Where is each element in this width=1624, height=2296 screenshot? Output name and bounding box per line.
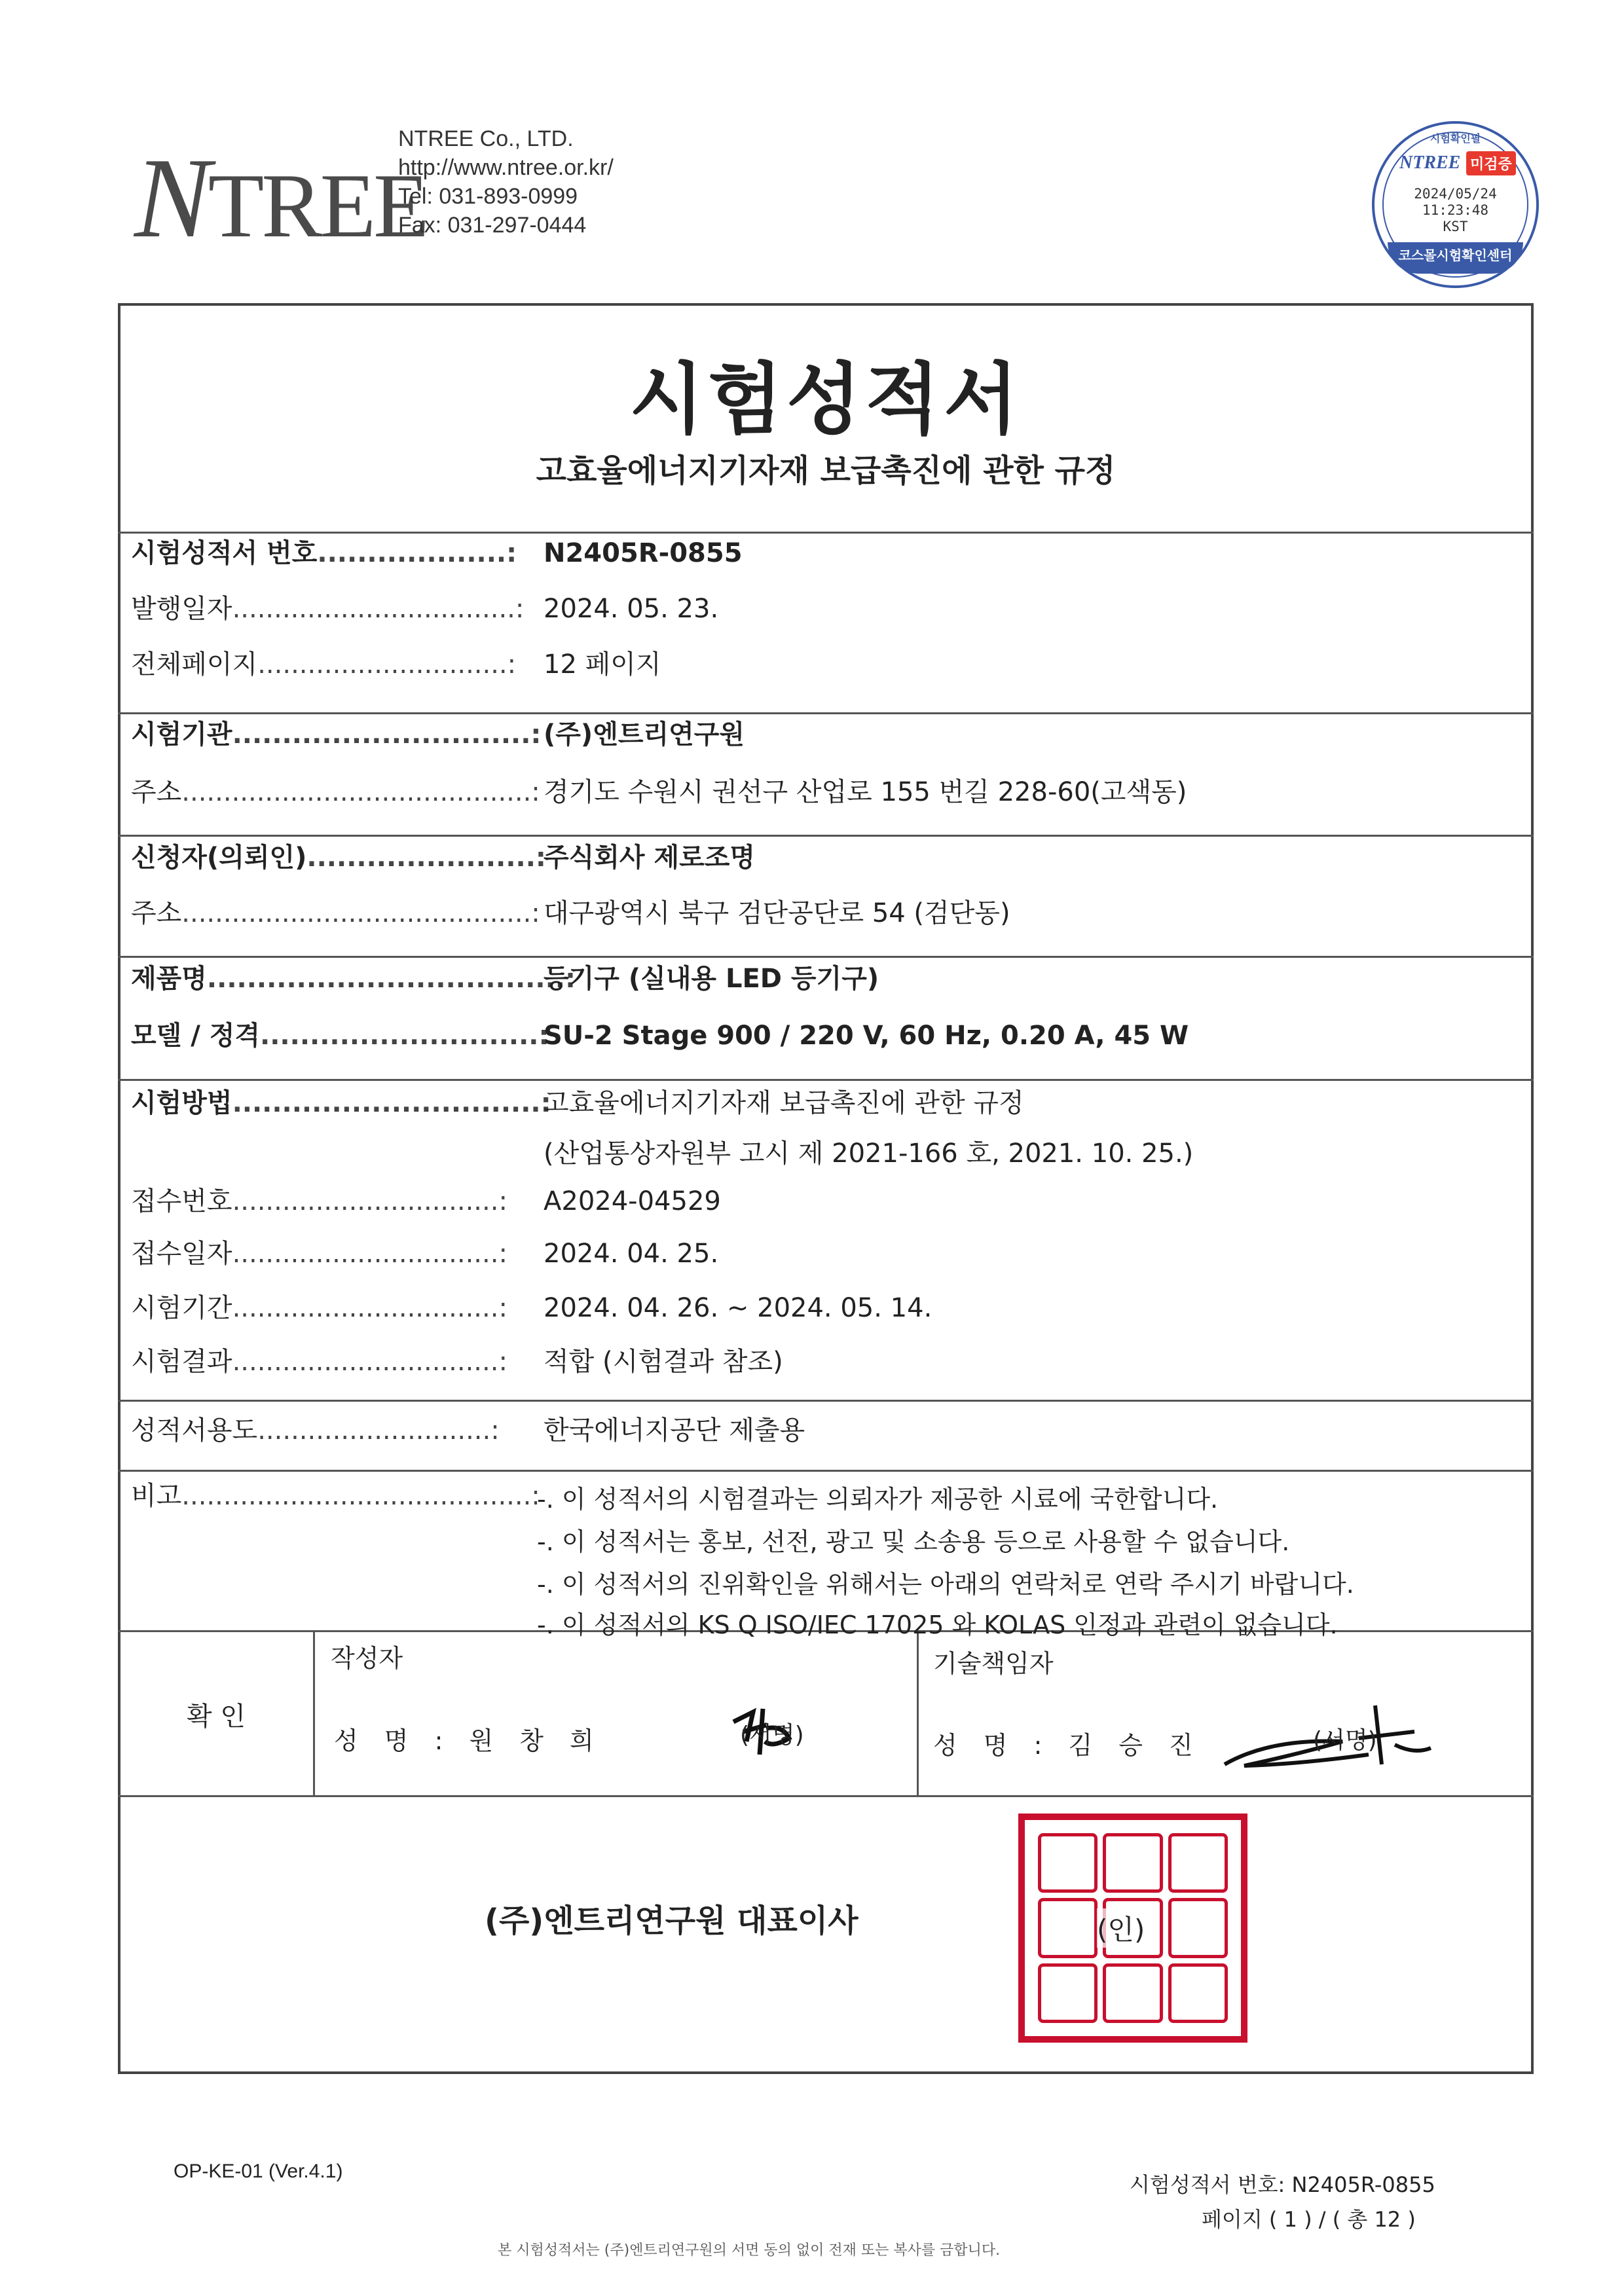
- field-label: 제품명: [131, 964, 207, 994]
- field-dots: ............................:: [260, 1021, 549, 1051]
- divider: [118, 1079, 1534, 1081]
- company-logo: NTREE: [134, 134, 427, 261]
- footer-page: 페이지 ( 1 ) / ( 총 12 ): [1202, 2207, 1416, 2232]
- field-label: 모델 / 정격: [131, 1021, 261, 1051]
- field-label: 시험결과: [131, 1347, 232, 1377]
- tech-title: 기술책임자: [933, 1649, 1054, 1678]
- field-value: 주식회사 제로조명: [544, 843, 756, 873]
- divider: [118, 835, 1534, 837]
- field-report-no: [131, 534, 1506, 573]
- remark-item: -. 이 성적서의 KS Q ISO/IEC 17025 와 KOLAS 인정과 관련이 없습니다.: [537, 1611, 1338, 1639]
- ceo-line: (주)엔트리연구원 대표이사: [485, 1903, 858, 1939]
- stamp-zone: KST: [1443, 219, 1468, 234]
- field-value: 2024. 04. 25.: [544, 1239, 719, 1269]
- divider: [118, 1470, 1534, 1472]
- field-dots: ..........................................:: [181, 1481, 540, 1511]
- field-label: 성적서용도: [131, 1415, 258, 1446]
- field-dots: .......................:: [306, 843, 546, 873]
- field-dots: ....................................:: [206, 964, 576, 994]
- field-dots: ...................:: [317, 538, 517, 568]
- confirm-label: 확 인: [187, 1702, 246, 1732]
- field-label: 시험기관: [131, 720, 232, 750]
- field-issue-date: [131, 589, 1506, 629]
- stamp-time: 11:23:48: [1422, 202, 1489, 218]
- author-name: 성 명 : 원 창 희: [334, 1726, 603, 1755]
- company-info: [398, 124, 614, 240]
- field-value: (주)엔트리연구원: [544, 720, 745, 750]
- field-value: N2405R-0855: [544, 538, 743, 568]
- field-value: SU-2 Stage 900 / 220 V, 60 Hz, 0.20 A, 45 W: [544, 1021, 1189, 1051]
- field-label: 시험기간: [131, 1293, 232, 1323]
- company-tel: Tel: 031-893-0999: [398, 184, 578, 209]
- remark-item: -. 이 성적서는 홍보, 선전, 광고 및 소송용 등으로 사용할 수 없습니다.: [537, 1527, 1290, 1556]
- field-label: 접수일자: [131, 1239, 232, 1269]
- field-value: 경기도 수원시 권선구 산업로 155 번길 228-60(고색동): [544, 777, 1187, 807]
- field-value: A2024-04529: [544, 1186, 721, 1216]
- author-title: 작성자: [331, 1644, 403, 1673]
- form-code: OP-KE-01 (Ver.4.1): [174, 2160, 343, 2182]
- field-dots: ................................:: [232, 1239, 507, 1269]
- field-dots: ..........................................:: [181, 777, 540, 807]
- field-purpose: [131, 1411, 1506, 1450]
- field-dots: ............................:: [257, 1415, 500, 1446]
- tech-sign-label: (서명): [1313, 1727, 1377, 1754]
- seal-text: (인): [1097, 1908, 1145, 1948]
- field-dots: ................................:: [232, 1293, 507, 1323]
- field-applicant: [131, 838, 1506, 877]
- divider: [118, 1400, 1534, 1402]
- field-institution: [131, 715, 1506, 754]
- field-value: 고효율에너지기자재 보급촉진에 관한 규정: [544, 1088, 1024, 1118]
- stamp-timestamp: [1375, 186, 1536, 235]
- field-value: 등기구 (실내용 LED 등기구): [544, 964, 879, 994]
- verification-stamp: [1372, 121, 1539, 288]
- field-value: 2024. 04. 26. ~ 2024. 05. 14.: [544, 1293, 932, 1323]
- field-method: [131, 1084, 1506, 1123]
- field-dots: ..........................................:: [181, 898, 540, 928]
- stamp-date: 2024/05/24: [1414, 186, 1497, 202]
- tech-name: 성 명 : 김 승 진: [933, 1731, 1202, 1760]
- stamp-brand-text: NTREE: [1399, 153, 1461, 173]
- divider: [118, 712, 1534, 714]
- stamp-top-text: 시험확인필: [1430, 132, 1481, 145]
- field-test-period: [131, 1288, 1506, 1328]
- divider: [118, 1795, 1534, 1797]
- footer-notice: 본 시험성적서는 (주)엔트리연구원의 서면 동의 없이 전재 또는 복사를 금합니다.: [498, 2242, 1001, 2259]
- field-label: 전체페이지: [131, 649, 258, 680]
- field-receipt-date: [131, 1234, 1506, 1273]
- field-institution-address: [131, 773, 1506, 812]
- footer-report-no: 시험성적서 번호: N2405R-0855: [1130, 2172, 1435, 2197]
- field-dots: ..................................:: [232, 594, 525, 624]
- field-method-cont: [131, 1134, 1506, 1173]
- field-label: 비고: [131, 1481, 182, 1511]
- stamp-badge: 미검증: [1466, 151, 1516, 175]
- field-value: 적합 (시험결과 참조): [544, 1347, 783, 1377]
- remark-item: -. 이 성적서의 진위확인을 위해서는 아래의 연락처로 연락 주시기 바랍니다.: [537, 1570, 1354, 1599]
- author-sign-label: (서명): [740, 1722, 804, 1749]
- field-label: 접수번호: [131, 1186, 232, 1216]
- field-value: 12 페이지: [544, 649, 661, 680]
- field-applicant-address: [131, 894, 1506, 933]
- field-value: 대구광역시 북구 검단공단로 54 (검단동): [544, 898, 1010, 928]
- company-seal: [1018, 1813, 1247, 2043]
- company-name: NTREE Co., LTD.: [398, 126, 574, 151]
- stamp-brand: [1394, 151, 1519, 175]
- page-subtitle: 고효율에너지기자재 보급촉진에 관한 규정: [536, 452, 1116, 489]
- field-value: (산업통상자원부 고시 제 2021-166 호, 2021. 10. 25.): [544, 1139, 1194, 1169]
- field-receipt-no: [131, 1182, 1506, 1221]
- stamp-bottom-text: 코스몰시험확인센터: [1388, 242, 1523, 274]
- field-label: 발행일자: [131, 594, 232, 624]
- company-fax: Fax: 031-297-0444: [398, 213, 587, 238]
- field-label: 시험성적서 번호: [131, 538, 318, 568]
- field-dots: ................................:: [232, 1347, 507, 1377]
- divider: [118, 956, 1534, 958]
- company-website[interactable]: http://www.ntree.or.kr/: [398, 155, 614, 180]
- field-value: 한국에너지공단 제출용: [544, 1415, 805, 1446]
- field-dots: ..............................:: [232, 720, 542, 750]
- field-label: 주소: [131, 898, 182, 928]
- field-label: 시험방법: [131, 1088, 232, 1118]
- field-dots: ...............................:: [232, 1088, 551, 1118]
- divider: [917, 1630, 919, 1795]
- field-total-pages: [131, 645, 1506, 684]
- field-value: 2024. 05. 23.: [544, 594, 719, 624]
- remark-item: -. 이 성적서의 시험결과는 의뢰자가 제공한 시료에 국한합니다.: [537, 1485, 1219, 1514]
- field-product: [131, 959, 1506, 998]
- field-label: 주소: [131, 777, 182, 807]
- field-dots: ................................:: [232, 1186, 507, 1216]
- field-dots: ..............................:: [257, 649, 517, 680]
- field-label: 신청자(의뢰인): [131, 843, 307, 873]
- field-model: [131, 1016, 1506, 1055]
- field-test-result: [131, 1342, 1506, 1381]
- page-title: 시험성적서: [629, 354, 1022, 445]
